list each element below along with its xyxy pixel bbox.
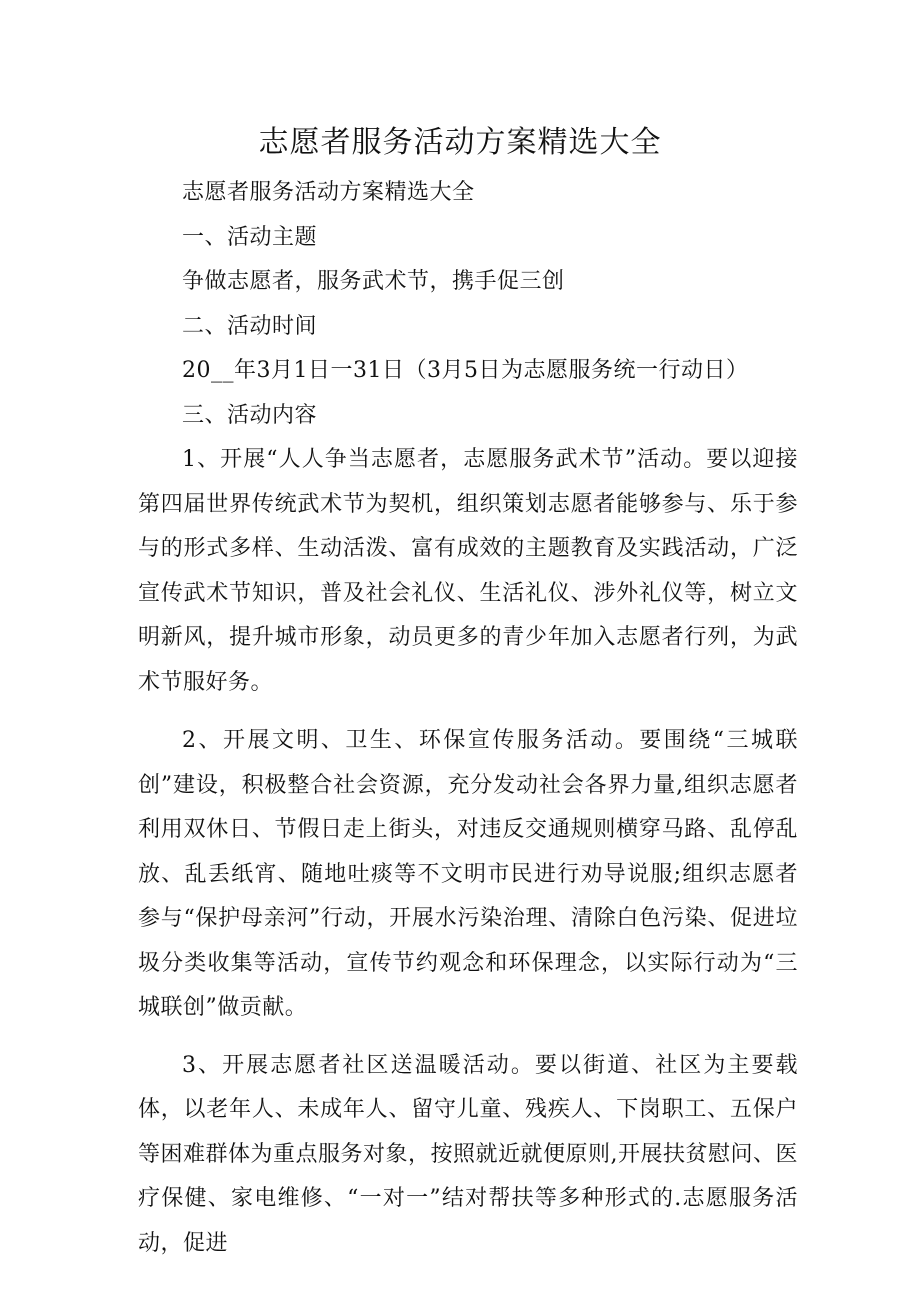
section-heading-content: 三、活动内容 [182,402,318,428]
document-body [138,171,798,1266]
time-text: 20__年3月1日一31日（3月5日为志愿服务统一行动日） [182,358,749,383]
theme-text: 争做志愿者，服务武术节，携手促三创 [182,269,565,294]
content-item-3: 3、开展志愿者社区送温暖活动。要以街道、社区为主要载体，以老年人、未成年人、留守儿童、残疾人、下岗职工、五保户等困难群体为重点服务对象，按照就近就便原则,开展扶贫慰问、医疗保健、家电维修、“一对一”结对帮扶等多种形式的.志愿服务活动，促进 [138,1052,798,1256]
section-heading-theme: 一、活动主题 [182,224,318,250]
subtitle-line: 志愿者服务活动方案精选大全 [182,180,475,205]
section-heading-time: 二、活动时间 [182,313,318,339]
content-item-1: 1、开展“人人争当志愿者，志愿服务武术节”活动。要以迎接第四届世界传统武术节为契机，组织策划志愿者能够参与、乐于参与的形式多样、生动活泼、富有成效的主题教育及实践活动，广泛宣传武术节知识，普及社会礼仪、生活礼仪、涉外礼仪等，树立文明新风，提升城市形象，动员更多的青少年加入志愿者行列，为武术节服好务。 [138,447,798,695]
content-item-2: 2、开展文明、卫生、环保宣传服务活动。要围绕“三城联创”建设，积极整合社会资源，充分发动社会各界力量,组织志愿者利用双休日、节假日走上街头，对违反交通规则横穿马路、乱停乱放、乱丢纸宵、随地吐痰等不文明市民进行劝导说服;组织志愿者参与“保护母亲河”行动，开展水污染治理、清除白色污染、促进垃圾分类收集等活动，宣传节约观念和环保理念，以实际行动为“三城联创”做贡献。 [138,728,798,1020]
document-title: 志愿者服务活动方案精选大全 [258,125,662,160]
